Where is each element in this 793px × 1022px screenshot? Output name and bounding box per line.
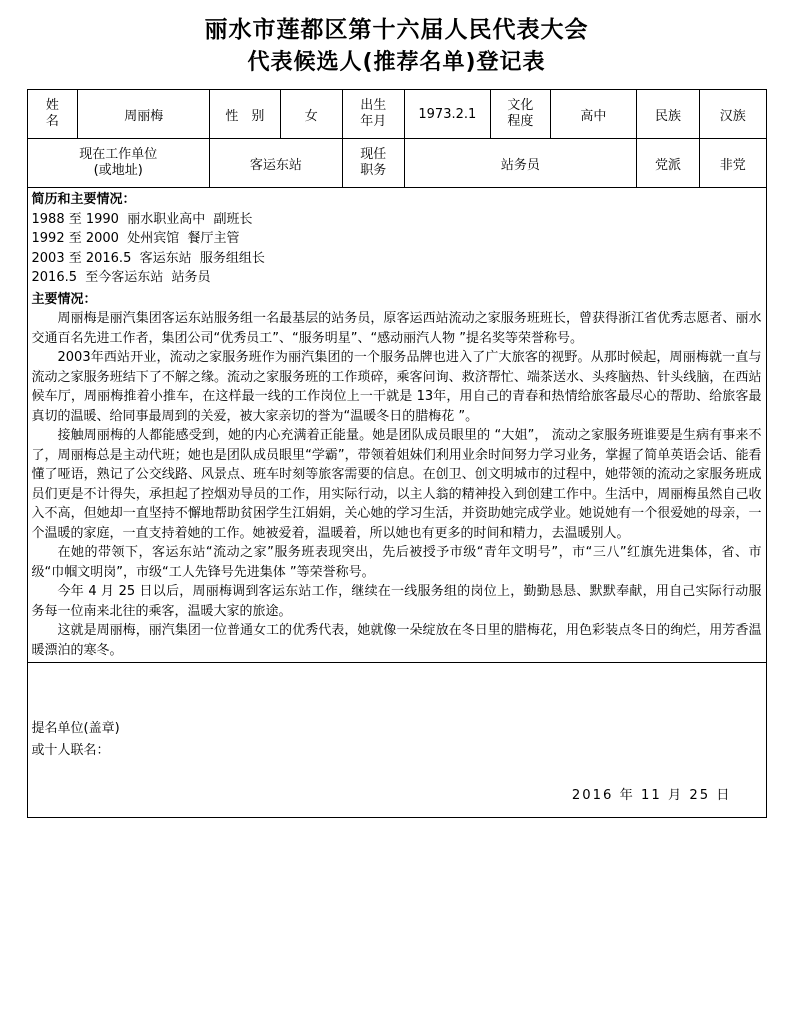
workunit-label: 现在工作单位 (或地址): [27, 139, 210, 188]
education-value: 高中: [550, 90, 636, 139]
ten-person-joint-label: 或十人联名：: [31, 743, 110, 759]
resume-line: 1992 至 2000 处州宾馆 餐厅主管: [31, 231, 240, 247]
main-paragraph: 今年 4 月 25 日以后，周丽梅调到客运东站工作，继续在一线服务组的岗位上，勤勤恳恳、默默奉献，用自己实际行动服务每一位南来北往的乘客，温暖大家的旅途。: [31, 584, 762, 619]
gender-label: 性 别: [210, 90, 281, 139]
resume-line: 1988 至 1990 丽水职业高中 副班长: [31, 211, 253, 227]
gender-value: 女: [280, 90, 342, 139]
nominating-unit-label: 提名单位(盖章): [31, 721, 120, 737]
party-value: 非党: [700, 139, 766, 188]
name-value: 周丽梅: [78, 90, 210, 139]
main-paragraph: 周丽梅是丽汽集团客运东站服务组一名最基层的站务员，原客运西站流动之家服务班班长，曾获得浙江省优秀志愿者、丽水交通百名先进工作者，集团公司“优秀员工”、“服务明星”、“感动丽汽人物 ”提名奖等荣誉称号。: [31, 311, 762, 346]
main-situation-heading: 主要情况：: [31, 291, 97, 307]
workunit-value: 客运东站: [210, 139, 343, 188]
table-row-basic-info: [27, 90, 766, 139]
title-line-2: 代表候选人(推荐名单)登记表: [247, 50, 546, 76]
main-paragraph: 这就是周丽梅，丽汽集团一位普通女工的优秀代表，她就像一朵绽放在冬日里的腊梅花，用色彩装点冬日的绚烂，用芳香温暖漂泊的寒冬。: [31, 623, 762, 658]
page-title: [26, 14, 767, 79]
position-value: 站务员: [404, 139, 636, 188]
title-line-1: 丽水市莲都区第十六届人民代表大会: [204, 17, 589, 43]
table-row-signature: [27, 663, 766, 818]
signature-cell: [27, 663, 766, 818]
resume-cell: [27, 188, 766, 663]
table-row-work-info: [27, 139, 766, 188]
birth-label: 出生 年月: [342, 90, 404, 139]
position-label: 现任 职务: [342, 139, 404, 188]
main-paragraph: 在她的带领下，客运东站“流动之家”服务班表现突出，先后被授予市级“青年文明号”，市“三八”红旗先进集体，省、市级“巾帼文明岗”，市级“工人先锋号先进集体 ”等荣誉称号。: [31, 545, 762, 580]
main-paragraph: 2003年西站开业，流动之家服务班作为丽汽集团的一个服务品牌也进入了广大旅客的视野。从那时候起，周丽梅就一直与流动之家服务班结下了不解之缘。流动之家服务班的工作琐碎，乘客问询、救济帮忙、端茶送水、头疼脑热、针头线脑，在西站候车厅，周丽梅推着小推车，在这样最一线的工作岗位上一干就是 13年，用自己的青春和热情给旅客最尽心的帮助、给旅客最真切的温暖、给同事最周到的关爱，被大家亲切的誉为“温暖冬日的腊梅花 ”。: [31, 350, 762, 424]
education-label: 文化 程度: [490, 90, 550, 139]
nation-label: 民族: [636, 90, 699, 139]
signature-date: 2016 年 11 月 25 日: [571, 787, 732, 803]
main-paragraph: 接触周丽梅的人都能感受到，她的内心充满着正能量。她是团队成员眼里的 “大姐”， 流动之家服务班谁要是生病有事来不了，周丽梅总是主动代班；她也是团队成员眼里“学霸”，带领着姐妹们利用业余时间努力学习业务，掌握了简单英语会话、能看懂了哑语，熟记了公交线路、风景点、班车时刻等旅客需要的信息。在创卫、创文明城市的过程中，她带领的流动之家服务班成员们更是不计得失，承担起了控烟劝导员的工作，用实际行动，以主人翁的精神投入到创建工作中。生活中，周丽梅虽然自己收入不高，但她却一直坚持不懈地帮助贫困学生江娟娟，关心她的学习生活，并资助她完成学业。她说她有一个很爱她的母亲，一个温暖的家庭，一直支持着她的工作。她被爱着，温暖着，所以她也有更多的时间和精力，去温暖别人。: [31, 428, 762, 541]
name-label: 姓 名: [27, 90, 78, 139]
nation-value: 汉族: [700, 90, 766, 139]
resume-line: 2003 至 2016.5 客运东站 服务组组长: [31, 250, 265, 266]
table-row-resume: [27, 188, 766, 663]
party-label: 党派: [636, 139, 699, 188]
birth-value: 1973.2.1: [404, 90, 490, 139]
registration-form-table: [27, 89, 767, 818]
resume-heading: 简历和主要情况：: [31, 192, 136, 208]
resume-line: 2016.5 至今客运东站 站务员: [31, 270, 211, 286]
